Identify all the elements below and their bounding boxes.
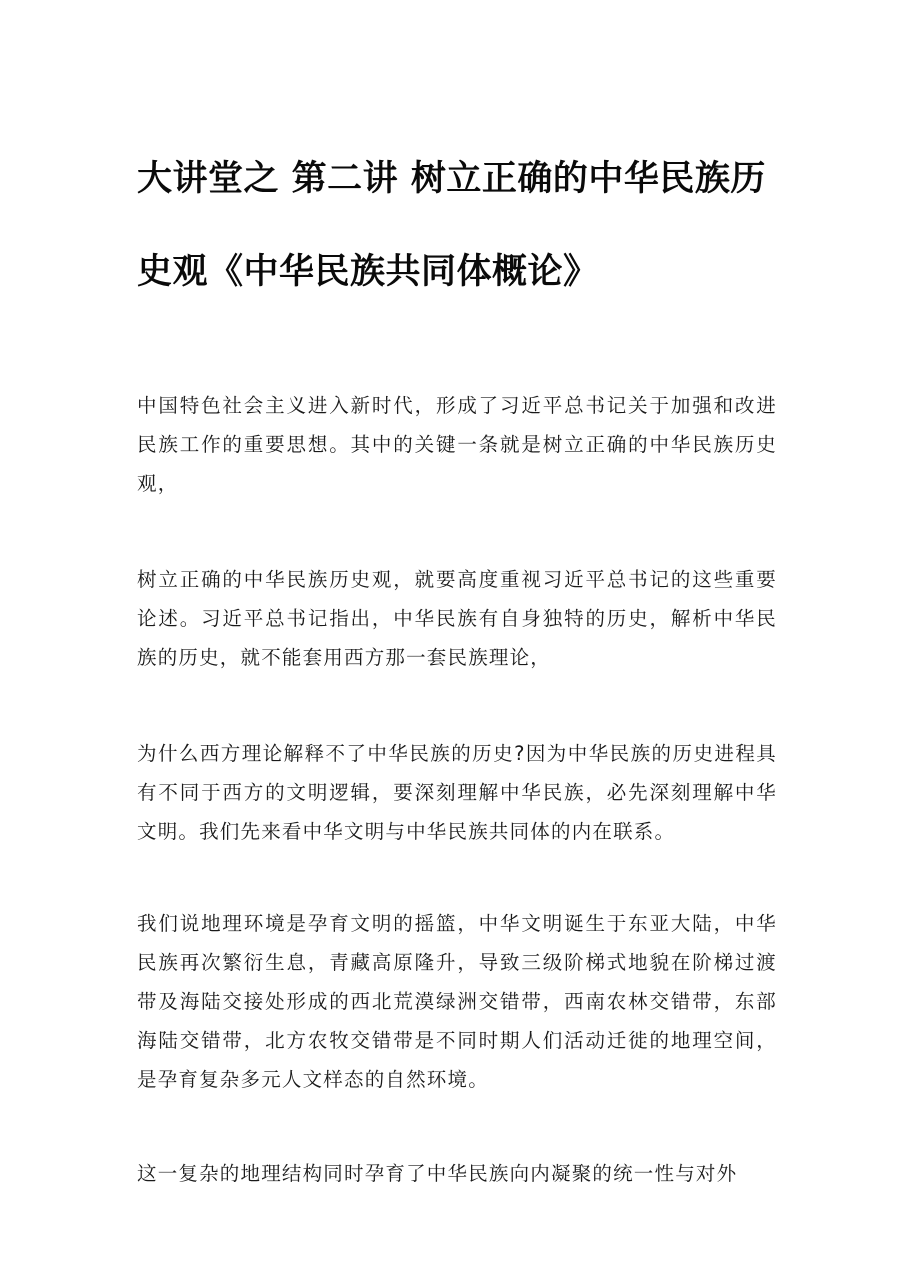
paragraph-5: 这一复杂的地理结构同时孕育了中华民族向内凝聚的统一性与对外 bbox=[137, 1162, 738, 1185]
paragraph-2: 树立正确的中华民族历史观，就要高度重视习近平总书记的这些重要论述。习近平总书记指出，中华民族有自身独特的历史，解析中华民族的历史，就不能套用西方那一套民族理论， bbox=[137, 568, 777, 669]
document-title: 大讲堂之 第二讲 树立正确的中华民族历史观《中华民族共同体概论》 bbox=[137, 159, 766, 292]
paragraph-4: 我们说地理环境是孕育文明的摇篮，中华文明诞生于东亚大陆，中华民族再次繁衍生息，青藏高原隆升，导致三级阶梯式地貌在阶梯过渡带及海陆交接处形成的西北荒漠绿洲交错带，西南农林交错带，东部海陆交错带，北方农牧交错带是不同时期人们活动迁徙的地理空间，是孕育复杂多元人文样态的自然环境。 bbox=[137, 912, 777, 1091]
paragraph-3: 为什么西方理论解释不了中华民族的历史?因为中华民族的历史进程具有不同于西方的文明逻辑，要深刻理解中华民族，必先深刻理解中华文明。我们先来看中华文明与中华民族共同体的内在联系。 bbox=[137, 742, 777, 843]
paragraph-1: 中国特色社会主义进入新时代，形成了习近平总书记关于加强和改进民族工作的重要思想。其中的关键一条就是树立正确的中华民族历史观， bbox=[137, 394, 777, 495]
